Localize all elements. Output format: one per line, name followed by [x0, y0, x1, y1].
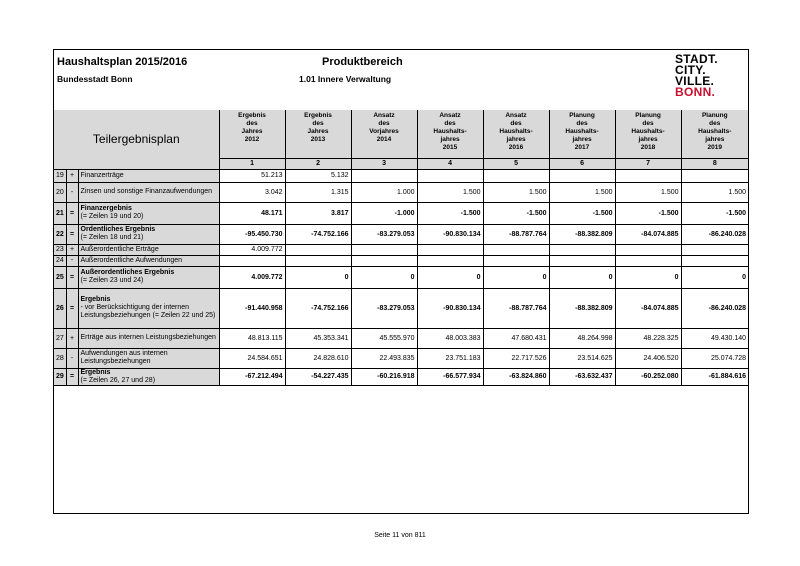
- value-cell: -1.500: [681, 202, 748, 224]
- column-number: 2: [285, 158, 351, 169]
- value-cell: -1.000: [351, 202, 417, 224]
- value-cell: 22.717.526: [483, 348, 549, 368]
- row-label-sub: (= Zeilen 19 und 20): [80, 213, 144, 220]
- table-row: [54, 288, 748, 328]
- value-cell: 23.751.183: [417, 348, 483, 368]
- value-cell: 1.500: [483, 182, 549, 202]
- row-number: 28: [54, 348, 66, 368]
- row-label: [78, 244, 219, 255]
- row-label: [78, 328, 219, 348]
- value-cell: -83.279.053: [351, 288, 417, 328]
- row-label: [78, 224, 219, 244]
- row-operator: +: [66, 328, 78, 348]
- value-cell: -54.227.435: [285, 368, 351, 385]
- value-cell: [681, 244, 748, 255]
- value-cell: 48.813.115: [219, 328, 285, 348]
- row-label: [78, 368, 219, 385]
- column-number: 1: [219, 158, 285, 169]
- row-number: 25: [54, 266, 66, 288]
- column-header-line: Ergebnis: [238, 112, 266, 119]
- city-name: Bundesstadt Bonn: [57, 74, 133, 84]
- value-cell: -1.500: [417, 202, 483, 224]
- column-number: 4: [417, 158, 483, 169]
- page-frame: [53, 49, 749, 514]
- column-header: [219, 110, 285, 158]
- column-header-line: jahres: [705, 136, 725, 143]
- value-cell: [417, 244, 483, 255]
- column-header: [681, 110, 748, 158]
- column-number: 5: [483, 158, 549, 169]
- value-cell: 48.264.998: [549, 328, 615, 348]
- value-cell: -86.240.028: [681, 288, 748, 328]
- category-label: Produktbereich: [322, 56, 403, 68]
- value-cell: -88.787.764: [483, 224, 549, 244]
- column-header-line: 2015: [442, 144, 458, 151]
- value-cell: [351, 255, 417, 266]
- row-label: [78, 348, 219, 368]
- table-row: [54, 328, 748, 348]
- row-number: 27: [54, 328, 66, 348]
- row-label: [78, 266, 219, 288]
- value-cell: [285, 255, 351, 266]
- column-header-line: des: [444, 120, 456, 127]
- row-label-text: Zinsen und sonstige Finanzaufwendungen: [80, 188, 213, 195]
- value-cell: [549, 169, 615, 182]
- plan-title: Haushaltsplan 2015/2016: [57, 56, 188, 68]
- value-cell: 0: [285, 266, 351, 288]
- value-cell: -67.212.494: [219, 368, 285, 385]
- value-cell: [351, 244, 417, 255]
- value-cell: [285, 244, 351, 255]
- row-label-text: Aufwendungen aus internen Leistungsbeziehungen: [80, 350, 168, 365]
- table-row: [54, 182, 748, 202]
- value-cell: [681, 169, 748, 182]
- column-number: 8: [681, 158, 748, 169]
- result-table: [54, 110, 748, 386]
- value-cell: [615, 169, 681, 182]
- value-cell: 49.430.140: [681, 328, 748, 348]
- row-label-text: Finanzerträge: [80, 171, 124, 179]
- column-header-line: 2018: [640, 144, 656, 151]
- value-cell: 48.003.383: [417, 328, 483, 348]
- value-cell: 0: [549, 266, 615, 288]
- row-operator: =: [66, 224, 78, 244]
- value-cell: 1.315: [285, 182, 351, 202]
- column-header-line: Ansatz: [439, 112, 461, 119]
- row-label-sub: (= Zeilen 18 und 21): [80, 234, 144, 241]
- row-operator: +: [66, 244, 78, 255]
- value-cell: 24.406.520: [615, 348, 681, 368]
- row-label-text: Ergebnis: [80, 296, 111, 303]
- value-cell: [615, 244, 681, 255]
- column-header-line: 2019: [707, 144, 722, 151]
- row-operator: -: [66, 255, 78, 266]
- column-header-line: jahres: [638, 136, 658, 143]
- value-cell: [483, 169, 549, 182]
- value-cell: [549, 255, 615, 266]
- row-label-text: Ergebnis: [80, 368, 111, 376]
- column-header-line: Haushalts-: [631, 128, 665, 135]
- table-row: [54, 224, 748, 244]
- value-cell: [483, 244, 549, 255]
- value-cell: -84.074.885: [615, 224, 681, 244]
- row-label: [78, 169, 219, 182]
- value-cell: -88.382.809: [549, 224, 615, 244]
- column-header-line: des: [510, 120, 522, 127]
- column-header: [417, 110, 483, 158]
- row-operator: =: [66, 202, 78, 224]
- row-label-sub: (= Zeilen 23 und 24): [80, 277, 144, 284]
- column-header-line: Planung: [701, 112, 728, 119]
- value-cell: 23.514.625: [549, 348, 615, 368]
- column-header-line: Jahres: [241, 128, 263, 135]
- column-header-line: Vorjahres: [369, 128, 399, 135]
- value-cell: -74.752.166: [285, 224, 351, 244]
- page-footer: Seite 11 von 811: [374, 532, 426, 539]
- row-operator: -: [66, 182, 78, 202]
- column-header-line: Haushalts-: [565, 128, 599, 135]
- value-cell: -63.824.860: [483, 368, 549, 385]
- value-cell: -90.830.134: [417, 288, 483, 328]
- column-header-line: des: [642, 120, 654, 127]
- column-header-line: jahres: [506, 136, 526, 143]
- row-number: 24: [54, 255, 66, 266]
- row-number: 26: [54, 288, 66, 328]
- row-label-text: Finanzergebnis: [80, 205, 132, 212]
- table-row: [54, 244, 748, 255]
- value-cell: 0: [615, 266, 681, 288]
- value-cell: -60.252.080: [615, 368, 681, 385]
- row-label: [78, 288, 219, 328]
- row-operator: +: [66, 169, 78, 182]
- value-cell: -84.074.885: [615, 288, 681, 328]
- column-header-line: Haushalts-: [499, 128, 533, 135]
- row-operator: =: [66, 288, 78, 328]
- column-header-line: Planung: [635, 112, 661, 119]
- value-cell: 1.500: [549, 182, 615, 202]
- value-cell: -86.240.028: [681, 224, 748, 244]
- value-cell: 4.009.772: [219, 266, 285, 288]
- value-cell: [483, 255, 549, 266]
- row-label-text: Außerordentliche Aufwendungen: [80, 256, 183, 264]
- column-header-line: 2017: [574, 144, 590, 151]
- value-cell: 45.353.341: [285, 328, 351, 348]
- column-header-line: des: [576, 120, 588, 127]
- value-cell: -90.830.134: [417, 224, 483, 244]
- row-number: 21: [54, 202, 66, 224]
- row-label-sub: - vor Berücksichtigung der internen Leistungsbeziehungen (= Zeilen 22 und 25): [80, 304, 216, 319]
- row-label-text: Außerordentliche Erträge: [80, 245, 159, 253]
- column-header-line: jahres: [440, 136, 460, 143]
- column-number: 6: [549, 158, 615, 169]
- column-header: [285, 110, 351, 158]
- value-cell: 48.228.325: [615, 328, 681, 348]
- value-cell: 0: [483, 266, 549, 288]
- bonn-logo: STADT. CITY. VILLE. BONN.: [675, 52, 718, 99]
- column-header-line: des: [378, 120, 390, 127]
- column-header-line: Jahres: [307, 128, 329, 135]
- value-cell: -74.752.166: [285, 288, 351, 328]
- page-header: [54, 50, 748, 111]
- column-header: [483, 110, 549, 158]
- value-cell: 4.009.772: [219, 244, 285, 255]
- value-cell: -63.632.437: [549, 368, 615, 385]
- row-operator: =: [66, 266, 78, 288]
- column-header-line: 2016: [508, 144, 524, 151]
- value-cell: 0: [681, 266, 748, 288]
- value-cell: 1.000: [351, 182, 417, 202]
- value-cell: -83.279.053: [351, 224, 417, 244]
- table-row: [54, 266, 748, 288]
- row-operator: -: [66, 348, 78, 368]
- value-cell: [219, 255, 285, 266]
- value-cell: -66.577.934: [417, 368, 483, 385]
- row-label-text: Ordentliches Ergebnis: [80, 226, 156, 233]
- value-cell: -88.382.809: [549, 288, 615, 328]
- table-row: [54, 202, 748, 224]
- column-header-line: des: [312, 120, 324, 127]
- value-cell: 5.132: [285, 169, 351, 182]
- value-cell: [417, 169, 483, 182]
- value-cell: 0: [417, 266, 483, 288]
- value-cell: -1.500: [615, 202, 681, 224]
- value-cell: 22.493.835: [351, 348, 417, 368]
- row-number: 29: [54, 368, 66, 385]
- row-number: 19: [54, 169, 66, 182]
- value-cell: 51.213: [219, 169, 285, 182]
- table-title: Teilergebnisplan: [54, 110, 219, 169]
- value-cell: 45.555.970: [351, 328, 417, 348]
- value-cell: [351, 169, 417, 182]
- column-number: 7: [615, 158, 681, 169]
- value-cell: 25.074.728: [681, 348, 748, 368]
- column-header-line: jahres: [572, 136, 592, 143]
- value-cell: [549, 244, 615, 255]
- row-label: [78, 202, 219, 224]
- value-cell: 0: [351, 266, 417, 288]
- value-cell: 1.500: [615, 182, 681, 202]
- column-header: [615, 110, 681, 158]
- table-row: [54, 368, 748, 385]
- column-header-line: 2014: [376, 136, 392, 143]
- value-cell: 24.584.651: [219, 348, 285, 368]
- row-label: [78, 255, 219, 266]
- row-operator: =: [66, 368, 78, 385]
- value-cell: 3.817: [285, 202, 351, 224]
- value-cell: [417, 255, 483, 266]
- row-label-text: Außerordentliches Ergebnis: [80, 269, 175, 276]
- row-number: 20: [54, 182, 66, 202]
- value-cell: 3.042: [219, 182, 285, 202]
- value-cell: 47.680.431: [483, 328, 549, 348]
- column-header-line: Ansatz: [373, 112, 395, 119]
- column-header-line: Planung: [569, 112, 595, 119]
- value-cell: [615, 255, 681, 266]
- value-cell: -95.450.730: [219, 224, 285, 244]
- row-number: 22: [54, 224, 66, 244]
- column-header-line: Haushalts-: [433, 128, 467, 135]
- row-number: 23: [54, 244, 66, 255]
- column-header-line: Ansatz: [505, 112, 527, 119]
- column-header-line: des: [246, 120, 258, 127]
- row-label-sub: (= Zeilen 26, 27 und 28): [80, 376, 156, 384]
- value-cell: -61.884.616: [681, 368, 748, 385]
- row-label: [78, 182, 219, 202]
- row-label-text: Erträge aus internen Leistungsbeziehungen: [80, 334, 216, 341]
- value-cell: -91.440.958: [219, 288, 285, 328]
- value-cell: -1.500: [483, 202, 549, 224]
- value-cell: [681, 255, 748, 266]
- column-number: 3: [351, 158, 417, 169]
- product-label: 1.01 Innere Verwaltung: [299, 74, 392, 84]
- value-cell: 24.828.610: [285, 348, 351, 368]
- value-cell: 1.500: [417, 182, 483, 202]
- table-row: [54, 169, 748, 182]
- column-header: [549, 110, 615, 158]
- table-row: [54, 255, 748, 266]
- value-cell: -88.787.764: [483, 288, 549, 328]
- column-header-line: 2012: [244, 136, 260, 143]
- value-cell: -1.500: [549, 202, 615, 224]
- value-cell: 1.500: [681, 182, 748, 202]
- column-header: [351, 110, 417, 158]
- column-header-line: Ergebnis: [304, 112, 332, 119]
- column-header-line: des: [709, 120, 721, 127]
- value-cell: -60.216.918: [351, 368, 417, 385]
- value-cell: 48.171: [219, 202, 285, 224]
- column-header-line: Haushalts-: [698, 128, 732, 135]
- column-header-line: 2013: [310, 136, 326, 143]
- table-row: [54, 348, 748, 368]
